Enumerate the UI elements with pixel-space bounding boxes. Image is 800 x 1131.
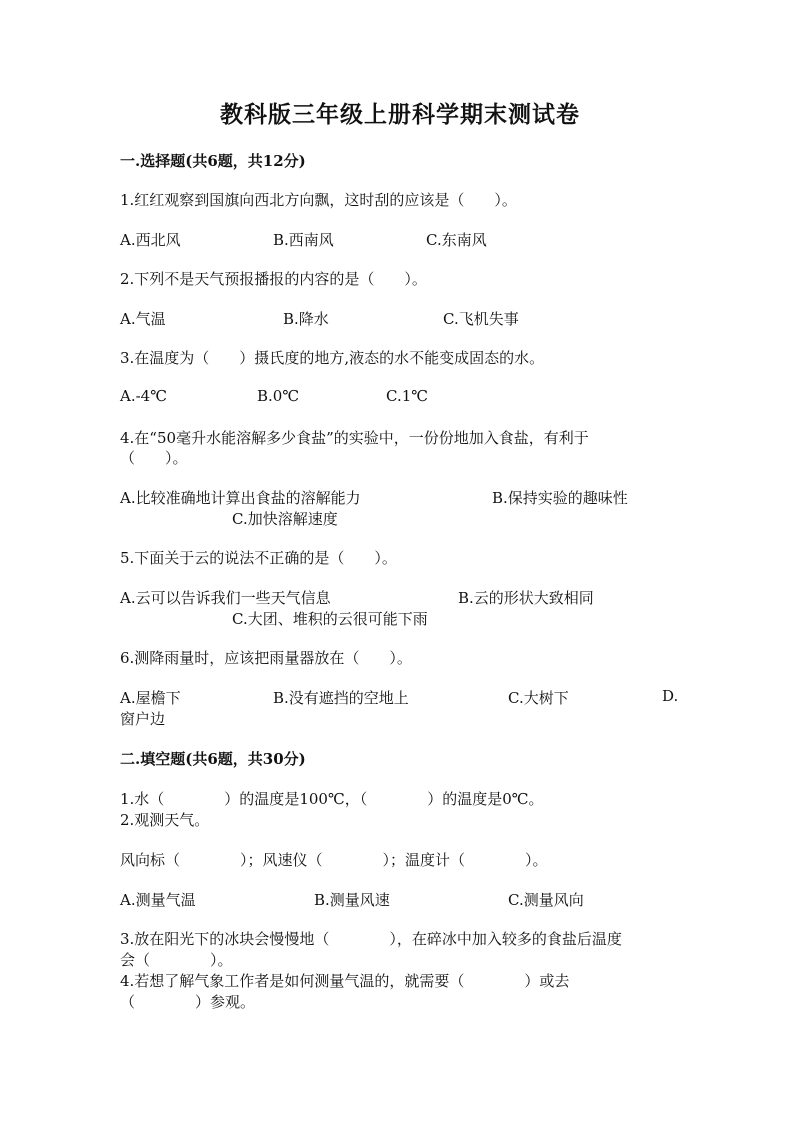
q2-option-a: A.气温 xyxy=(120,310,166,328)
fill-question-3-line2: 会（ ）。 xyxy=(120,951,233,969)
q1-option-a: A.西北风 xyxy=(120,231,181,249)
page-title: 教科版三年级上册科学期末测试卷 xyxy=(220,101,580,128)
q2-option-c: C.飞机失事 xyxy=(443,310,519,328)
fill-question-2-line: 风向标（ ）；风速仪（ ）；温度计（ ）。 xyxy=(120,851,548,869)
section-heading-fill: 二.填空题(共6题，共30分) xyxy=(120,750,306,768)
question-4-line2: （ ）。 xyxy=(120,449,188,467)
q5-option-b: B.云的形状大致相同 xyxy=(458,589,594,607)
fill-q2-option-b: B.测量风速 xyxy=(314,891,390,909)
fill-question-2: 2.观测天气。 xyxy=(120,811,210,829)
q5-option-c: C.大团、堆积的云很可能下雨 xyxy=(232,610,428,628)
fill-q2-option-a: A.测量气温 xyxy=(120,891,196,909)
q5-option-a: A.云可以告诉我们一些天气信息 xyxy=(120,589,331,607)
q3-option-c: C.1℃ xyxy=(386,387,429,405)
q3-option-a: A.-4℃ xyxy=(120,387,167,405)
q6-option-b: B.没有遮挡的空地上 xyxy=(273,689,409,707)
q6-option-d-text: 窗户边 xyxy=(120,710,166,728)
fill-question-4-line1: 4.若想了解气象工作者是如何测量气温的，就需要（ ）或去 xyxy=(120,972,570,990)
question-2: 2.下列不是天气预报播报的内容的是（ ）。 xyxy=(120,270,427,288)
fill-question-1: 1.水（ ）的温度是100℃，（ ）的温度是0℃。 xyxy=(120,790,544,808)
q2-option-b: B.降水 xyxy=(283,310,329,328)
section-heading-choice: 一.选择题(共6题，共12分) xyxy=(120,152,306,170)
question-6: 6.测降雨量时，应该把雨量器放在（ ）。 xyxy=(120,649,412,667)
q6-option-d: D. xyxy=(662,687,679,705)
q6-option-c: C.大树下 xyxy=(508,689,569,707)
question-3: 3.在温度为（ ）摄氏度的地方,液态的水不能变成固态的水。 xyxy=(120,349,545,367)
question-4-line1: 4.在“50毫升水能溶解多少食盐”的实验中，一份份地加入食盐，有利于 xyxy=(120,429,589,447)
q4-option-a: A.比较准确地计算出食盐的溶解能力 xyxy=(120,489,361,507)
q4-option-b: B.保持实验的趣味性 xyxy=(492,489,628,507)
fill-question-3-line1: 3.放在阳光下的冰块会慢慢地（ ），在碎冰中加入较多的食盐后温度 xyxy=(120,930,622,948)
q1-option-c: C.东南风 xyxy=(426,231,487,249)
question-5: 5.下面关于云的说法不正确的是（ ）。 xyxy=(120,549,397,567)
q3-option-b: B.0℃ xyxy=(257,387,300,405)
question-1: 1.红红观察到国旗向西北方向飘，这时刮的应该是（ ）。 xyxy=(120,191,517,209)
q4-option-c: C.加快溶解速度 xyxy=(232,510,338,528)
q1-option-b: B.西南风 xyxy=(273,231,334,249)
fill-q2-option-c: C.测量风向 xyxy=(508,891,584,909)
fill-question-4-line2: （ ）参观。 xyxy=(120,993,256,1011)
q6-option-a: A.屋檐下 xyxy=(120,689,181,707)
